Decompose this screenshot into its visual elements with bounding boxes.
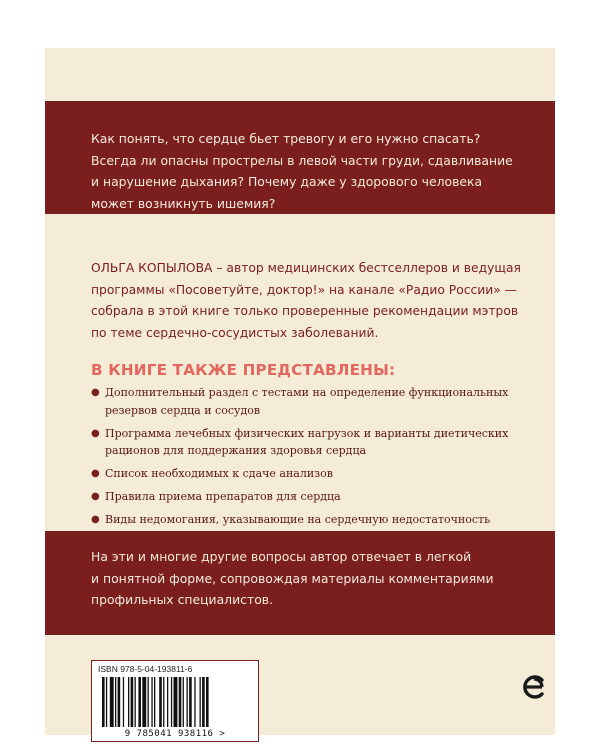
barcode-bar	[183, 677, 184, 727]
feature-item	[91, 425, 531, 461]
barcode	[91, 660, 259, 742]
closing-band	[45, 531, 555, 635]
feature-item	[91, 488, 531, 506]
barcode-bar	[194, 677, 195, 727]
author-line: ОЛЬГА КОПЫЛОВА – автор медицинских бестселлеров и ведущая	[91, 261, 521, 275]
bullet-icon: ●	[91, 513, 100, 525]
feature-text: Правила приема препаратов для сердца	[105, 489, 341, 503]
author-description	[91, 258, 531, 344]
question-band	[45, 101, 555, 214]
barcode-bar	[206, 677, 209, 727]
features-list	[91, 384, 531, 534]
author-line: по теме сердечно-сосудистых заболеваний.	[91, 325, 379, 340]
features-heading: В КНИГЕ ТАКЖЕ ПРЕДСТАВЛЕНЫ:	[91, 361, 396, 379]
barcode-bar	[128, 677, 129, 727]
barcode-bar	[171, 677, 172, 727]
barcode-bar	[189, 677, 192, 727]
feature-item	[91, 511, 531, 529]
barcode-bar	[148, 677, 149, 727]
barcode-bar	[123, 677, 124, 727]
bullet-icon: ●	[91, 427, 100, 439]
bullet-icon: ●	[91, 490, 100, 502]
barcode-bar	[138, 677, 141, 727]
feature-item	[91, 384, 531, 420]
barcode-bar	[174, 677, 178, 727]
barcode-bar	[154, 677, 155, 727]
barcode-bar	[118, 677, 121, 727]
bullet-icon: ●	[91, 387, 100, 398]
barcode-bar	[187, 677, 188, 727]
closing-line: и понятной форме, сопровождая материалы комментариями	[91, 570, 494, 586]
barcode-digits: 9 785041 938116 >	[124, 729, 226, 739]
barcode-bar	[159, 677, 162, 727]
barcode-bar	[200, 677, 201, 727]
feature-text: Дополнительный раздел с тестами на определение функциональных резервов сердца и сосудов	[105, 386, 509, 417]
barcode-bar	[202, 677, 205, 727]
isbn-label: ISBN 978-5-04-193811-6	[98, 664, 193, 674]
bullet-icon: ●	[91, 468, 100, 480]
barcode-bar	[135, 677, 136, 727]
feature-text: Список необходимых к сдаче анализов	[105, 467, 333, 481]
closing-line: На эти и многие другие вопросы автор отвечает в легкой	[91, 549, 472, 564]
author-line: собрала в этой книге только проверенные рекомендации мэтров	[91, 304, 519, 318]
question-line: Как понять, что сердце бьет тревогу и его нужно спасать?	[91, 131, 481, 146]
barcode-bar	[106, 677, 107, 727]
barcode-bar	[102, 677, 105, 727]
question-line: может возникнуть ишемия?	[91, 195, 276, 211]
barcode-bar	[163, 677, 164, 727]
author-line: программы «Посоветуйте, доктор!» на канале «Радио России» —	[91, 282, 517, 297]
question-line: и нарушение дыхания? Почему даже у здорового человека	[91, 174, 483, 189]
feature-text: Виды недомогания, указывающие на сердечную недостаточность	[105, 512, 491, 526]
barcode-bar	[167, 677, 168, 727]
feature-text: Программа лечебных физических нагрузок и варианты диетических рационов для поддержания здоровья сердца	[105, 426, 509, 458]
closing-line: профильных специалистов.	[91, 592, 274, 607]
barcode-bar	[179, 677, 182, 727]
barcode-bar	[131, 677, 134, 727]
barcode-bar	[142, 677, 146, 727]
barcode-bar	[115, 677, 116, 727]
book-back-cover	[45, 48, 555, 739]
barcode-bar	[151, 677, 152, 727]
barcode-bar	[110, 677, 114, 727]
feature-item	[91, 465, 531, 483]
question-line: Всегда ли опасны прострелы в левой части груди, сдавливание	[91, 152, 513, 168]
eksmo-e-logo-icon	[520, 671, 548, 703]
